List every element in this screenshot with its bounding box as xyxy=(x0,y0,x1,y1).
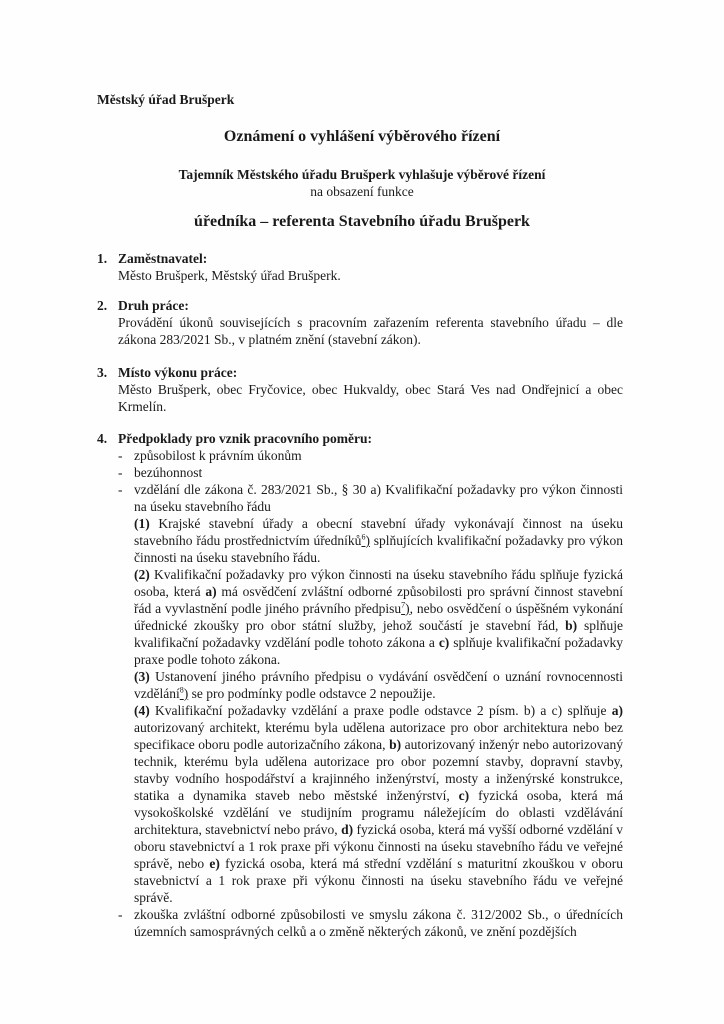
list-item-text: vzdělání dle zákona č. 283/2021 Sb., § 30 a) Kvalifikační požadavky pro výkon činnosti na úseku stavebního řádu xyxy=(134,482,623,514)
paragraph-text: autorizovaný inženýr nebo autorizovaný technik, kterému byla udělena autorizace pro obor pozemní stavby, dopravní stavby, stavby vodního hospodářství a krajinného inženýrství, mosty a inženýrské konstrukce, statika a dynamika staveb nebo městské inženýrství, xyxy=(134,737,624,803)
item-label: c) xyxy=(438,635,450,650)
footnote-link[interactable]: $^7$) xyxy=(401,600,410,616)
paragraph-label: (3) xyxy=(134,669,150,684)
item-label: a) xyxy=(205,584,217,599)
item-label: b) xyxy=(389,737,402,752)
paragraph-text: fyzická osoba, která má vyšší odborné vzdělání v oboru stavebnictví a 1 rok praxe při výkonu činnosti na úseku stavebního řádu ve veřejné správě, nebo xyxy=(134,822,623,871)
paragraph-text: Kvalifikační požadavky pro výkon činnosti na úseku stavebního řádu splňuje fyzická osoba, která xyxy=(134,567,623,599)
list-item xyxy=(118,447,623,464)
list-item-text: bezúhonnost xyxy=(134,465,203,480)
requirements-list xyxy=(118,447,623,940)
organization-name: Městský úřad Brušperk xyxy=(97,92,235,107)
item-label: a) xyxy=(611,703,623,718)
list-item-text: zkouška zvláštní odborné způsobilosti ve smyslu zákona č. 312/2002 Sb., o úřednících územních samosprávných celků a o změně některých zákonů, ve znění pozdějších xyxy=(134,907,623,939)
dash-marker: - xyxy=(118,465,123,480)
paragraph-2 xyxy=(134,566,623,668)
section-heading: Zaměstnavatel: xyxy=(118,251,208,266)
paragraph-text: má osvědčení zvláštní odborné způsobilosti pro správní činnost stavební řád a vyvlastnění podle jiného právního předpisu xyxy=(134,584,623,616)
position-title: úředníka – referenta Stavebního úřadu Brušperk xyxy=(194,213,530,230)
footnote-link[interactable]: $^8$) xyxy=(179,685,189,701)
paragraph-1 xyxy=(134,515,623,566)
list-item xyxy=(118,481,623,906)
section-number: 2. xyxy=(97,298,108,313)
paragraph-text: autorizovaný architekt, kterému byla udělena autorizace pro obor architektura nebo bez specifikace oboru podle autorizačního zákona, xyxy=(134,720,623,752)
section-body: Město Brušperk, Městský úřad Brušperk. xyxy=(118,268,341,283)
paragraph-text: splňuje kvalifikační požadavky praxe podle tohoto zákona. xyxy=(134,635,624,667)
document-title: Oznámení o vyhlášení výběrového řízení xyxy=(223,128,501,145)
paragraph-label: (1) xyxy=(134,516,150,531)
dash-marker: - xyxy=(118,907,123,922)
footnote-number: 8 xyxy=(179,685,184,695)
dash-marker: - xyxy=(118,482,123,497)
section-work-place xyxy=(97,364,623,415)
paragraph-text: splňujících kvalifikační požadavky pro výkon činnosti na úseku stavebního řádu. xyxy=(134,533,624,565)
section-heading: Místo výkonu práce: xyxy=(118,365,238,380)
paragraph-4 xyxy=(134,702,623,906)
paragraph-text: Krajské stavební úřady a obecní stavební úřady vykonávají činnost na úseku stavebního řádu prostřednictvím úředníků xyxy=(134,516,623,548)
paragraph-text: fyzická osoba, která má vysokoškolské vzdělání ve studijním programu náležejícím do oblasti vzdělávání architektura, stavebnictví nebo právo, xyxy=(134,788,623,837)
section-heading: Předpoklady pro vznik pracovního poměru: xyxy=(118,431,373,446)
item-label: e) xyxy=(209,856,220,871)
dash-marker: - xyxy=(118,448,123,463)
list-item xyxy=(118,464,623,481)
paragraph-text: , nebo osvědčení o úspěšném vykonání úřednické zkoušky pro obor státní služby, jehož součástí je stavební řád, xyxy=(134,601,623,633)
section-body: Město Brušperk, obec Fryčovice, obec Hukvaldy, obec Stará Ves nad Ondřejnicí a obec Krmelín. xyxy=(118,382,623,414)
section-body: Provádění úkonů souvisejících s pracovním zařazením referenta stavebního úřadu – dle zákona 283/2021 Sb., v platném znění (stavební zákon). xyxy=(118,315,623,347)
list-item-text: způsobilost k právním úkonům xyxy=(134,448,302,463)
item-label: b) xyxy=(565,618,578,633)
item-label: d) xyxy=(341,822,354,837)
paragraph-3 xyxy=(134,668,623,702)
paragraph-text: Ustanovení jiného právního předpisu o vydávání osvědčení o uznání rovnocennosti vzdělání xyxy=(134,669,623,701)
paragraph-text: splňuje kvalifikační požadavky vzdělání podle tohoto zákona a xyxy=(134,618,623,650)
paragraph-label: (2) xyxy=(134,567,150,582)
section-work-type xyxy=(97,297,623,348)
paragraph-text: fyzická osoba, která má střední vzdělání s maturitní zkouškou v oboru stavebnictví a 1 rok praxe při výkonu činnosti na úseku stavebního řádu ve veřejné správě. xyxy=(134,856,623,905)
section-requirements xyxy=(97,430,623,940)
section-number: 1. xyxy=(97,251,108,266)
list-item xyxy=(118,906,623,940)
section-number: 3. xyxy=(97,365,108,380)
paragraph-text: Kvalifikační požadavky vzdělání a praxe podle odstavce 2 písm. b) a c) splňuje xyxy=(149,703,612,718)
footnote-number: 6 xyxy=(361,532,366,542)
item-label: c) xyxy=(458,788,470,803)
section-heading: Druh práce: xyxy=(118,298,189,313)
document-subtitle: Tajemník Městského úřadu Brušperk vyhlašuje výběrové řízení xyxy=(178,167,546,182)
paragraph-text: se pro podmínky podle odstavce 2 nepoužije. xyxy=(188,686,436,701)
footnote-link[interactable]: $^6$) xyxy=(361,532,370,548)
section-employer xyxy=(97,250,623,284)
section-number: 4. xyxy=(97,431,108,446)
footnote-number: 7 xyxy=(401,600,406,610)
document-subtitle-secondary: na obsazení funkce xyxy=(310,184,414,199)
paragraph-label: (4) xyxy=(134,703,150,718)
